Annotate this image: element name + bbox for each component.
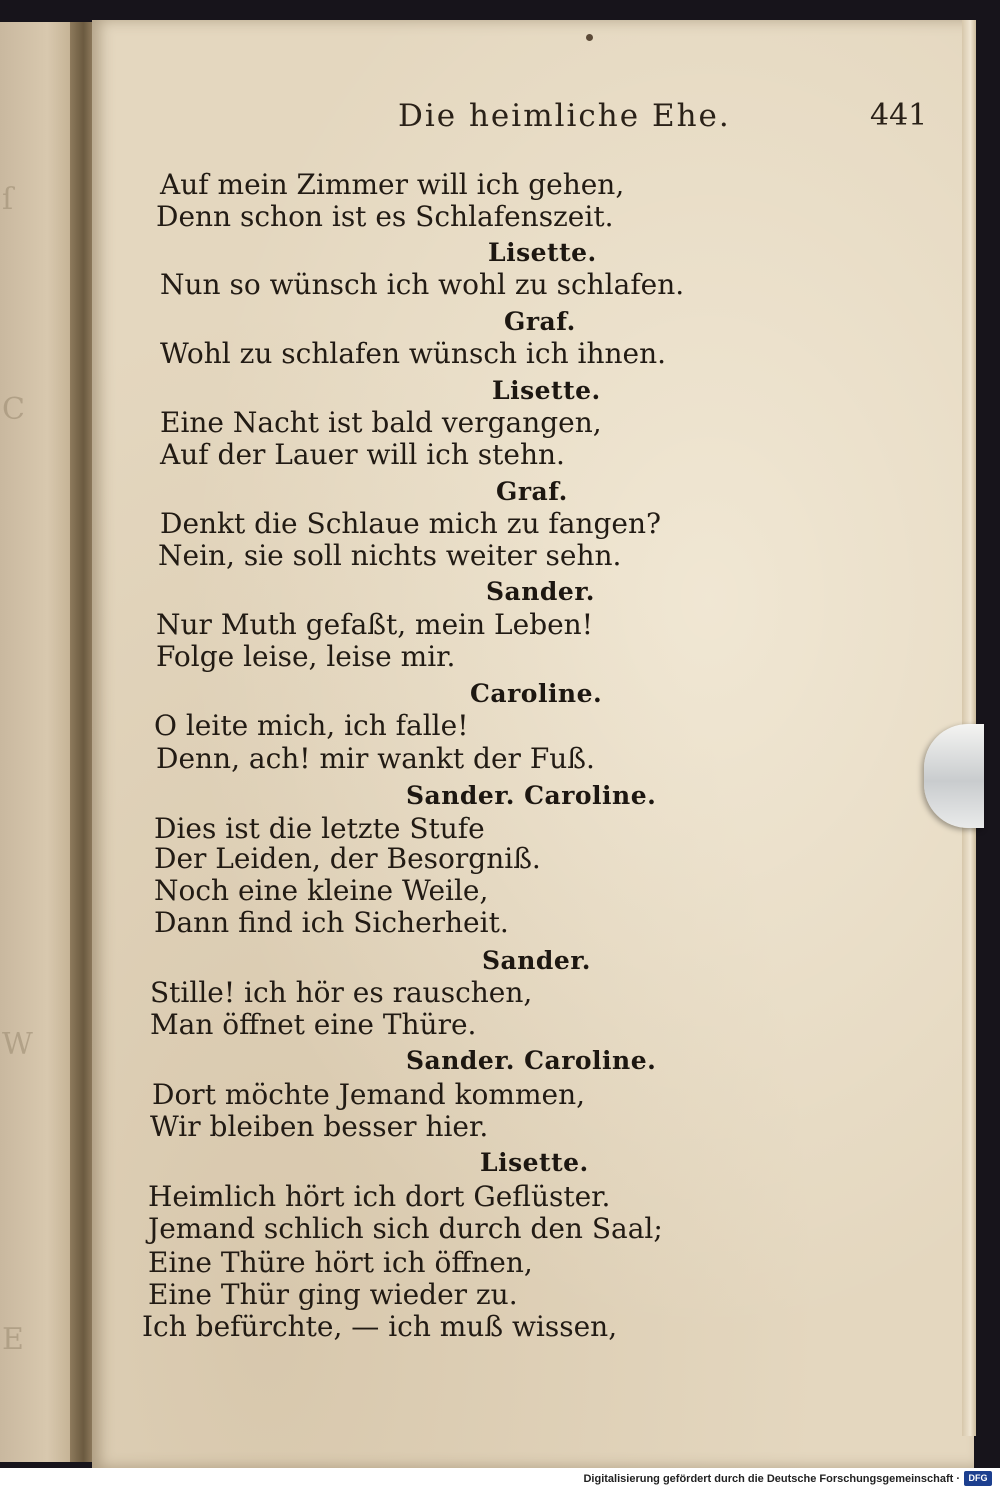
verse-line: Denkt die Schlaue mich zu fangen? [160,507,662,540]
speaker-name: Sander. [486,577,595,606]
bleed-through-mark: C [2,392,25,427]
verse-line: Auf der Lauer will ich stehn. [160,438,565,471]
verse-line: Dort möchte Jemand kommen, [152,1078,586,1111]
verse-line: Eine Thüre hört ich öffnen, [148,1246,533,1279]
verse-line: Eine Thür ging wieder zu. [148,1278,518,1311]
verse-line: Nur Muth gefaßt, mein Leben! [156,608,593,641]
speaker-name: Sander. Caroline. [406,1046,657,1075]
verse-line: Dann find ich Sicherheit. [154,906,509,939]
verse-line: Denn schon ist es Schlafenszeit. [156,200,614,233]
speaker-name: Lisette. [492,376,601,405]
verse-line: Der Leiden, der Besorgniß. [154,842,541,875]
verse-line: Dies ist die letzte Stufe [154,812,485,845]
page-number: 441 [870,98,928,133]
verse-line: Wohl zu schlafen wünsch ich ihnen. [160,337,667,370]
verse-line: Ich befürchte, — ich muß wissen, [142,1310,618,1343]
dfg-logo: DFG [964,1471,992,1486]
verse-line: Folge leise, leise mir. [156,640,456,673]
bleed-through-mark: ſ [2,182,14,217]
running-title: Die heimliche Ehe. [398,98,731,134]
speaker-name: Sander. Caroline. [406,781,657,810]
speaker-name: Lisette. [488,238,597,267]
speaker-name: Graf. [504,307,576,336]
verse-line: Nein, sie soll nichts weiter sehn. [158,539,622,572]
speaker-name: Caroline. [470,679,603,708]
verse-line: Wir bleiben besser hier. [150,1110,489,1143]
verse-line: Denn, ach! mir wankt der Fuß. [156,742,595,775]
speaker-name: Sander. [482,946,591,975]
verse-line: O leite mich, ich falle! [154,709,469,742]
verse-line: Jemand schlich sich durch den Saal; [148,1212,663,1245]
verse-line: Auf mein Zimmer will ich gehen, [160,168,625,201]
verse-line: Heimlich hört ich dort Geflüster. [148,1180,611,1213]
bleed-through-mark: E [2,1322,24,1357]
speaker-name: Graf. [496,477,568,506]
bleed-through-mark: W [2,1027,33,1062]
verse-line: Man öffnet eine Thüre. [150,1008,477,1041]
digitization-credit: Digitalisierung gefördert durch die Deutsche Forschungsgemeinschaft · [583,1473,960,1485]
speaker-name: Lisette. [480,1148,589,1177]
verse-line: Noch eine kleine Weile, [154,874,489,907]
verse-line: Stille! ich hör es rauschen, [150,976,533,1009]
verse-line: Nun so wünsch ich wohl zu schlafen. [160,268,685,301]
verse-line: Eine Nacht ist bald vergangen, [160,406,602,439]
